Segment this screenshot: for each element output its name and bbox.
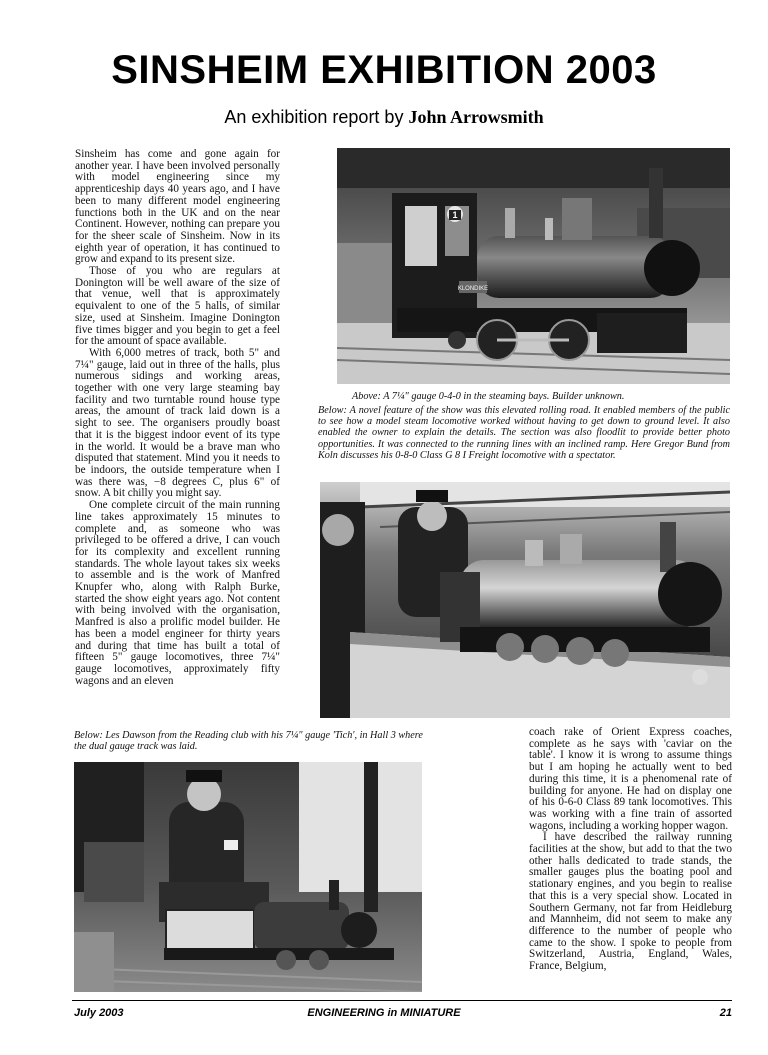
paragraph: I have described the railway running facilities at the show, but add to that the two other halls dedicated to trade stands, the smaller gauges plus the boating pool and stationary engines, and you begin to realise that this is a very special show. Located in Southern Germany, not far from Heidleburg and Mannheim, did not seem to make any difference to the number of people who came to the show. I spoke to people from Switzerland, Austria, England, Wales, France, Belgium, bbox=[529, 831, 732, 973]
paragraph: With 6,000 metres of track, both 5" and 7¼" gauge, laid out in three of the halls, plus numerous sidings and working areas, together with one very large steaming bay facility and two turntable round house type areas, the amount of track laid down is a sight to see. The organisers proudly boast that it is the biggest indoor event of its type in the world. It would be a brave man who disputed that statement. Mind you it needs to be indoors, the outside temperature when I was there was, −8 degrees C, plus 6" of snow. A bit chilly you might say. bbox=[75, 346, 280, 500]
cab-number-text: 1 bbox=[452, 210, 458, 220]
photo-steaming-bay-locomotive bbox=[337, 148, 730, 384]
article-column-right bbox=[529, 727, 732, 989]
paragraph: coach rake of Orient Express coaches, complete as he says with 'caviar on the table'. I know it is wrong to assume things but I am hoping he actually went to bed during this time, it is a phenomenal rate of building for anyone. He had on display one of his 0-6-0 Class 89 tank locomotives. This was working with a fine train of assorted wagons, including a working hopper wagon. bbox=[529, 727, 732, 832]
page-title: SINSHEIM EXHIBITION 2003 bbox=[111, 48, 657, 92]
footer-magazine-name: ENGINEERING in MINIATURE bbox=[307, 1007, 461, 1019]
paragraph: Sinsheim has come and gone again for another year. I have been involved personally with model engineering since my apprenticeship days 40 years ago, and I have been to many different model engineering functions both in the UK and on the near Continent. However, nothing can prepare you for the sheer scale of Sinsheim. Now in its eighth year of operation, it has continued to grow and expand to its present size. bbox=[75, 149, 280, 266]
paragraph: Those of you who are regulars at Donington will be well aware of the size of that venue, well that is approximately equivalent to one of the 5 halls, of similar size, used at Sinsheim. Imagine Donington five times bigger and you begin to get a feel for the amount of space available. bbox=[75, 265, 280, 348]
footer-rule bbox=[72, 1000, 732, 1001]
photo-les-dawson-tich bbox=[74, 762, 422, 992]
article-column-left bbox=[75, 149, 280, 721]
caption-les-dawson: Below: Les Dawson from the Reading club with his 7¼" gauge 'Tich', in Hall 3 where the dual gauge track was laid. bbox=[74, 730, 423, 753]
caption-steaming-bay: Above: A 7¼" gauge 0-4-0 in the steaming bays. Builder unknown. bbox=[352, 391, 625, 402]
paragraph: One complete circuit of the main running line takes approximately 15 minutes to complete and, as someone who was privileged to be offered a drive, I can vouch for its complexity and excellent running standards. The whole layout takes six weeks to assemble and is the work of Manfred Knupfer who, along with Ralph Burke, started the show eight years ago. Not content with being involved with the organisation, Manfred is also a prolific model builder. He has been a model engineer for thirty years and during that time has built a total of fifteen 5" gauge locomotives, three 7¼" gauge locomotives, approximately fifty wagons and an eleven bbox=[75, 499, 280, 687]
subtitle-prefix: An exhibition report by bbox=[224, 107, 409, 127]
caption-rolling-road: Below: A novel feature of the show was this elevated rolling road. It enabled members of the public to see how a model steam locomotive worked without having to get down to ground level. It also enabled the owner to explain the details. The section was also floodlit to provide better photo opportunities. It was connected to the running lines with an inclined ramp. Here Gregor Bund from Koln discusses his 0-8-0 Class G 8 I Freight locomotive with a spectator. bbox=[318, 405, 730, 461]
photo-rolling-road bbox=[320, 482, 730, 718]
page-number: 21 bbox=[719, 1007, 732, 1019]
author-name: John Arrowsmith bbox=[408, 107, 544, 127]
footer-date: July 2003 bbox=[74, 1007, 124, 1019]
nameplate-text: KLONDIKE bbox=[457, 286, 489, 292]
subtitle bbox=[0, 107, 768, 128]
